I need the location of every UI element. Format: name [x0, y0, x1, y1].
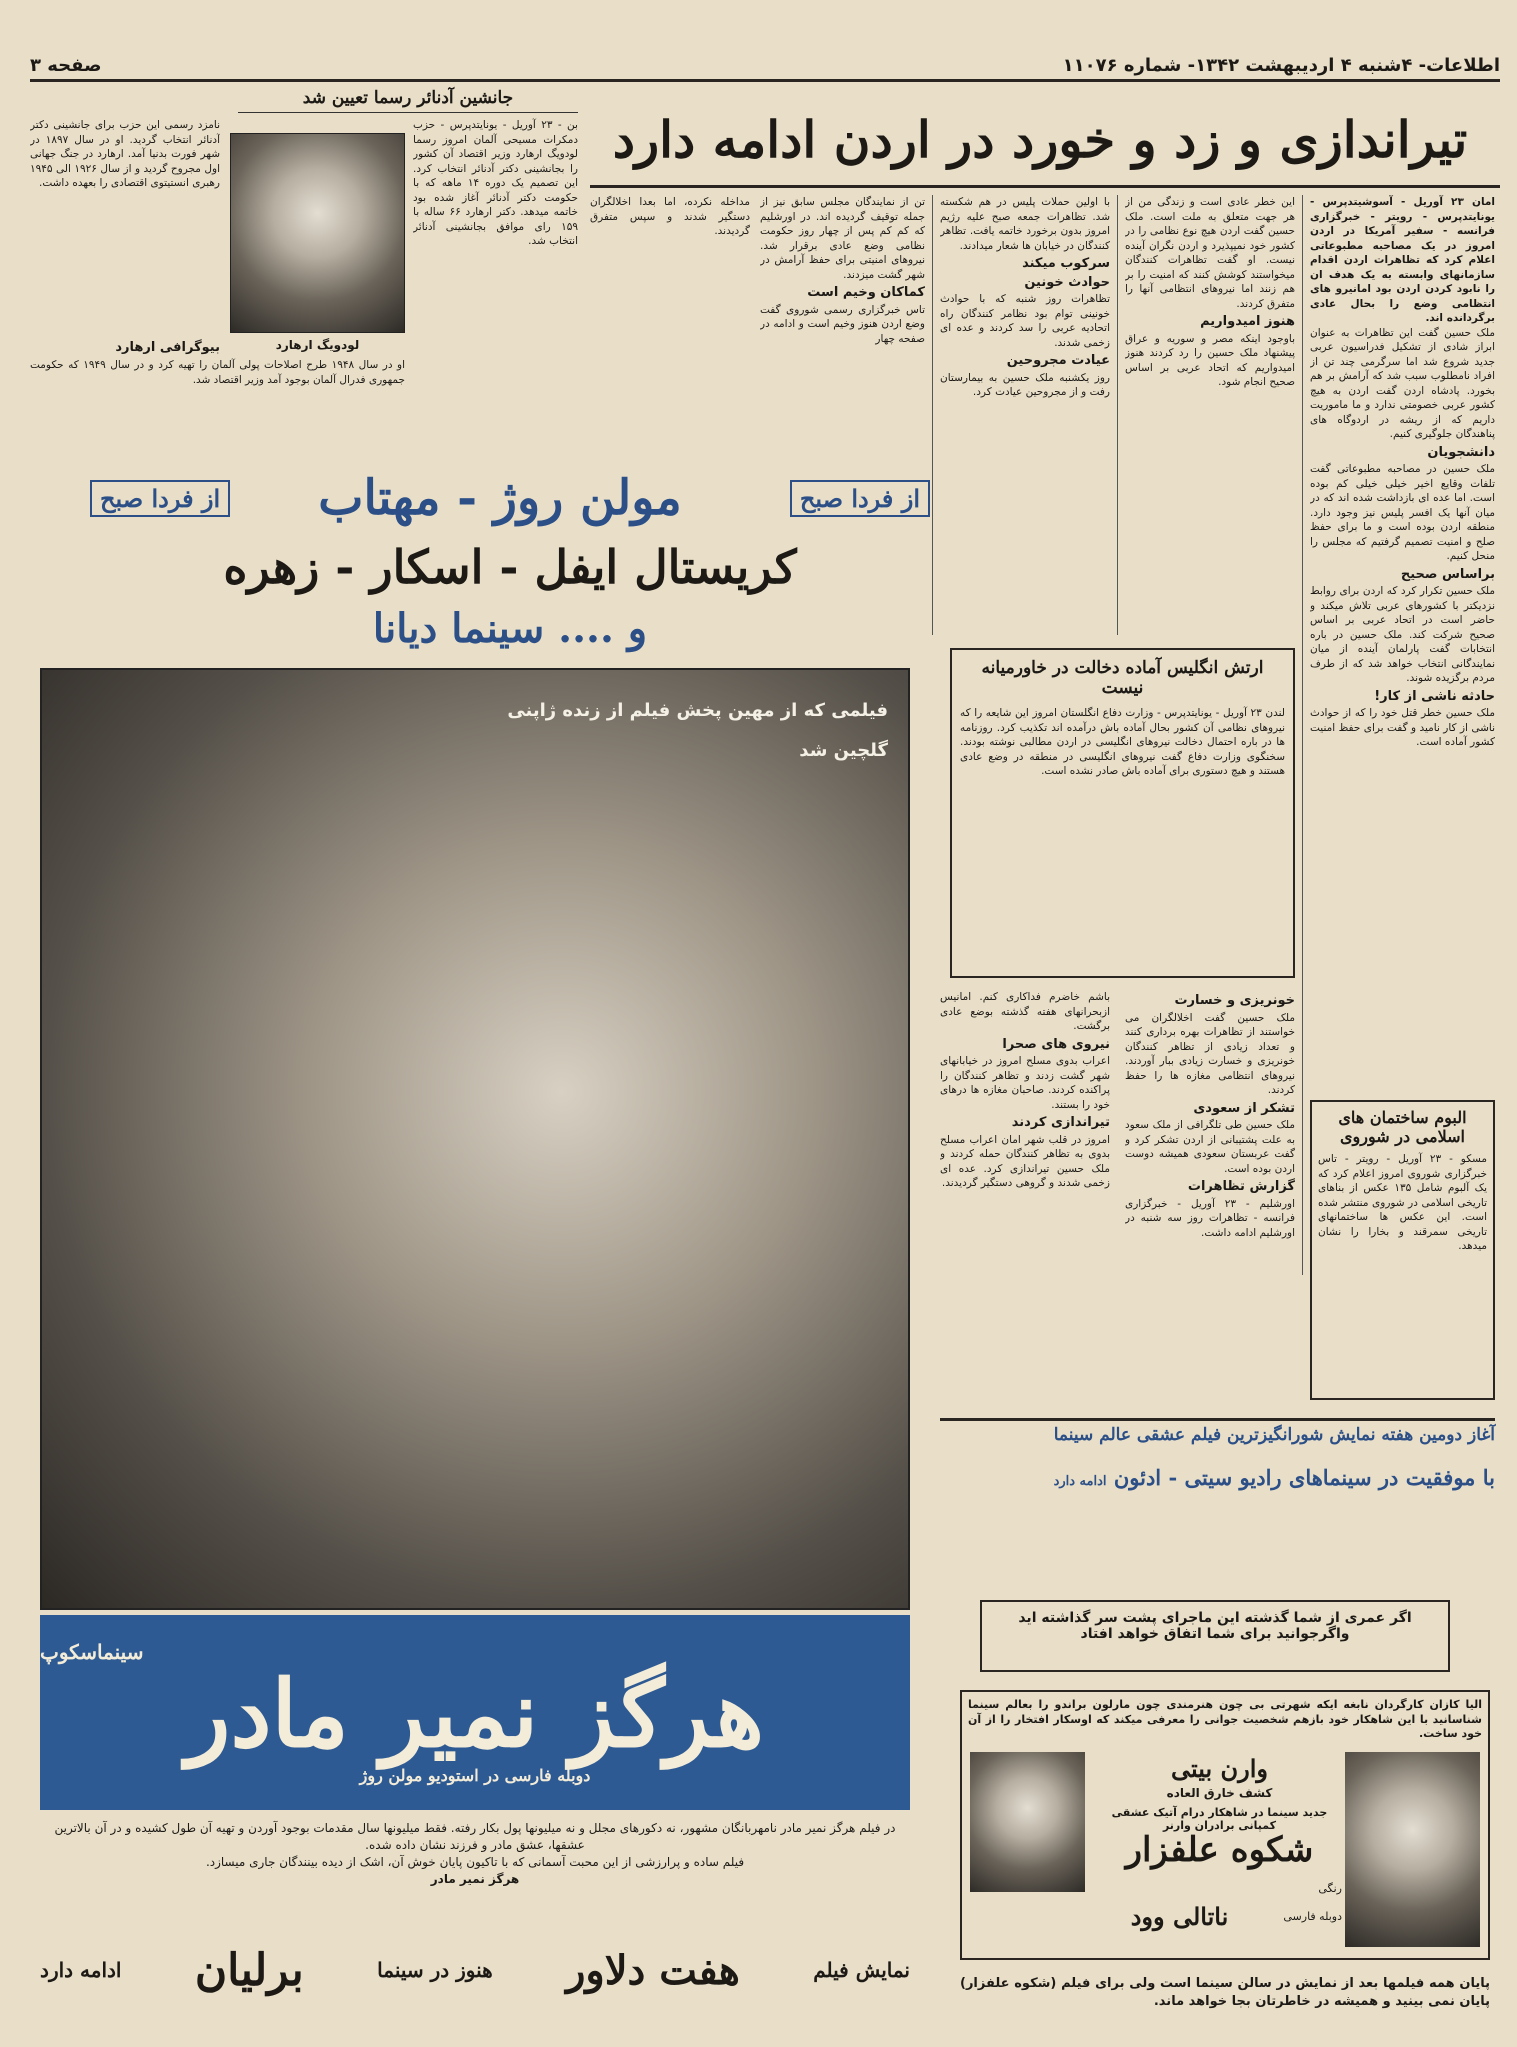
film-title-banner [40, 1615, 910, 1810]
actor1: وارن بیتی [1171, 1754, 1268, 1783]
main-story-col2 [1125, 195, 1295, 645]
column-separator [1117, 195, 1118, 635]
jordan-body3: اورشلیم - ۲۳ آوریل - خبرگزاری فرانسه - تظاهرات روز سه شنبه در اورشلیم ادامه داشت. [1125, 1197, 1295, 1239]
british-headline: ارتش انگلیس آماده دخالت در خاورمیانه نیست [981, 658, 1264, 698]
jordan-colb-body0: باشم خاضرم فداکاری کنم. امانیس ازبحرانهای هفته گذشته بوضع عادی برگشت. [940, 991, 1110, 1032]
glory-intro: الیا کازان کارگردان نابغه ایکه شهرتی بی چون هنرمندی چون مارلون براندو را بعالم سینما شناسانید با این شاهکار خود بازهم شخصیت جوانی را معرفی میکند که اوسکار افتخار را از آن خود ساخت. [968, 1698, 1482, 1740]
col4-body1: تن از نمایندگان مجلس سابق نیز از جمله توقیف گردیده اند. در اورشلیم که کم کم پس از چهار روز حکومت نظامی وضع عادی برقرار شد. نیروهای امنیتی برای حفظ آرامش در شهر گشت میزدند. [760, 196, 925, 281]
bottom-cinema: برلیان [194, 1944, 304, 1996]
right-ad-box1: اگر عمری از شما گذشته این ماجرای پشت سر گذاشته اید [1018, 1610, 1412, 1626]
actor2: ناتالی وود [1130, 1902, 1229, 1931]
adenauer-headline: جانشین آدنائر رسما تعیین شد [238, 88, 578, 113]
col3-sub2: حوادث خونین [1024, 274, 1110, 290]
film-description [40, 1820, 910, 1920]
page-label: صفحه ۳ [30, 55, 102, 76]
tag-right: از فردا صبح [790, 480, 930, 517]
main-story-sub2: براساس صحیح [1400, 566, 1495, 582]
col3-body3: روز یکشنبه ملک حسین به بیمارستان رفت و از مجروحین عیادت کرد. [940, 371, 1110, 398]
glory-footer: پایان همه فیلمها بعد از نمایش در سالن سینما است ولی برای فیلم (شکوه علفزار) پایان نمی بینید و همیشه در خاطرتان بجا خواهد ماند. [960, 1976, 1490, 2009]
main-story-col4 [760, 195, 925, 475]
right-ad-rule [940, 1418, 1495, 1421]
bottom-mid: هنوز در سینما [377, 1958, 493, 1982]
right-ad-line2-text: با موفقیت در سینماهای رادیو سیتی - ادئون [1113, 1465, 1495, 1490]
main-headline: تیراندازی و زد و خورد در اردن ادامه دارد [612, 110, 1468, 169]
col2-body2: باوجود اینکه مصر و سوریه و عراق پیشنهاد ملک حسین را رد کردند هنوز امیدواریم که اتحاد عربی بر اساس صحیح انجام شود. [1125, 332, 1295, 388]
adenauer-body2: نامزد رسمی این حزب برای جانشینی دکتر آدنائر انتخاب گردید. او در سال ۱۸۹۷ در شهر فورت بدنیا آمد. ارهارد در جنگ جهانی اول مجروح گردید و از سال ۱۹۲۶ الی ۱۹۴۵ رهبری انستیتوی اقتصادی را بعهده داشت. [30, 119, 220, 189]
main-story-col5: مداخله نکرده، اما بعدا اخلالگران دستگیر شدند و سپس متفرق گردیدند. [590, 196, 750, 237]
jordan-sub1: خونریزی و خسارت [1174, 993, 1295, 1008]
main-story-sub3: حادثه ناشی از کار! [1374, 688, 1495, 704]
jordan-colb-sub1: نیروی های صحرا [1002, 1036, 1110, 1052]
issue-info: اطلاعات- ۴شنبه ۴ اردیبهشت ۱۳۴۲- شماره ۱۱۰۷۶ [1062, 55, 1500, 76]
british-body: لندن ۲۳ آوریل - یونایتدپرس - وزارت دفاع انگلستان امروز این شایعه را که نیروهای نظامی آن کشور بحال آماده باش درآمده اند تکذیب کرد. روزنامه ها در باره احتمال دخالت نیروهای انگلیسی در اردن مطالبی نوشته بودند. سخنگوی وزارت دفاع گفت نیروهای انگلیسی در منطقه در وضع عادی هستند و هیچ دستوری برای آماده باش صادر نشده است. [960, 707, 1285, 777]
col2-sub1: هنوز امیدواریم [1200, 314, 1295, 329]
main-story-body1: ملک حسین گفت این تظاهرات به عنوان ابراز شادی از تشکیل فدراسیون عربی جدید شروع شد اما سرگرمی چند تن از افراد نامطلوب سبب شد که آرامش بر هم بخورد. پادشاه اردن گفت اردن به هیچ کشور عربی خصومتی ندارد و ما ماموریت داریم که از ریشه در اردوگاه های پناهندگان جلوگیری کنیم. [1310, 326, 1495, 440]
beatty-photo [1345, 1752, 1480, 1947]
glory-dubbed: دوبله فارسی [1283, 1910, 1342, 1923]
glory-title: شکوه علفزار [1125, 1830, 1314, 1870]
format-label: سینماسکوپ [40, 1640, 144, 1665]
dubbed-label: دوبله فارسی در استودیو مولن روژ [359, 1765, 591, 1785]
film-desc-3: هرگز نمیر مادر [430, 1872, 520, 1886]
film-desc-2: فیلم ساده و پرارزشی از این محبت آسمانی که با تاکیون پایان خوش آن، اشک از دیده بینندگان جاری میسازد. [205, 1855, 745, 1869]
jordan-colb-body2: امروز در قلب شهر امان اعراب مسلح بدوی به تظاهر کنندگان حمله کردند و ملک حسین تیراندازی کرد. عده ای زخمی شدند و گروهی دستگیر گردیدند. [940, 1133, 1110, 1189]
jordan-extra-col-b [940, 990, 1110, 1390]
erhard-portrait [230, 133, 405, 333]
film-ad-top [30, 470, 930, 660]
film-desc-1: در فیلم هرگز نمیر مادر نامهربانگان مشهور، نه دکورهای مجلل و نه میلیونها پول بکار رفته. فقط میلیونها سال مقدمات بوجود آوردن و تهیه آن طول کشیده و در آن بالاترین عشقها، عشق مادر و فرزند نشان داده شده. [54, 1821, 896, 1852]
right-ad-line1: آغاز دومین هفته نمایش شورانگیزترین فیلم عشقی عالم سینما [1053, 1425, 1495, 1445]
jordan-sub2: تشکر از سعودی [1193, 1100, 1295, 1116]
erhard-bio: او در سال ۱۹۴۸ طرح اصلاحات پولی آلمان را تهیه کرد و در سال ۱۹۴۹ که حکومت جمهوری فدرال آلمان بوجود آمد وزیر اقتصاد شد. [30, 359, 405, 386]
glory-ad [960, 1690, 1490, 1960]
column-separator [932, 195, 933, 635]
col4-sub1: کماکان وخیم است [807, 285, 925, 300]
page-header [30, 52, 1500, 82]
jordan-extra-col [1125, 990, 1295, 1390]
poster-caption-1: فیلمی که از مهین پخش فیلم از زنده ژاپنی [507, 700, 888, 721]
main-story-sub1: دانشجویان [1427, 444, 1495, 460]
poster-caption-2: گلچین شد [799, 740, 888, 761]
bottom-film-line [40, 1935, 910, 2005]
film-poster-photo [40, 668, 910, 1610]
bottom-prefix: نمایش فیلم [813, 1958, 910, 1982]
jordan-colb-sub2: تیراندازی کردند [1011, 1115, 1110, 1130]
col3-body1: با اولین حملات پلیس در هم شکسته شد. تظاهرات جمعه صبح علیه رژیم امروز بدون برخورد خاتمه یافت. تظاهر کنندگان در خیابان ها شعار میدادند. [940, 196, 1110, 252]
col2-body1: این خطر عادی است و زندگی من از هر جهت متعلق به ملت است. ملک حسین گفت اردن هیچ نوع نظامی را در کشور خود نمیپذیرد و اردن نگران آینده نیست. او گفت تظاهرات کنندگان میخواستند کوشش کنند که امنیت را بر هم زنند اما نیروهای انتظامی آنها را متفرق کردند. [1125, 196, 1295, 310]
col4-body2: تاس خبرگزاری رسمی شوروی گفت وضع اردن هنوز وخیم است و ادامه در صفحه چهار [760, 303, 925, 345]
ad-line1: مولن روژ - مهتاب [318, 470, 682, 526]
right-ad-line2-suffix: ادامه دارد [1053, 1474, 1107, 1489]
glory-color: رنگی [1318, 1882, 1342, 1895]
ad-line2: کریستال ایفل - اسکار - زهره [223, 540, 797, 594]
british-story-box [950, 648, 1295, 978]
wood-photo [970, 1752, 1085, 1892]
right-ad-line2 [940, 1465, 1495, 1490]
jordan-body1: ملک حسین گفت اخلالگران می خواستند از تظاهرات بهره برداری کنند و تعداد زیادی از تظاهر کنندگان خونریزی و خسارت زیادی ببار آوردند. نیروهای انتظامی مغازه ها را حفظ کردند. [1125, 1011, 1295, 1096]
main-story-body3: ملک حسین تکرار کرد که اردن برای روابط نزدیکتر با کشورهای عربی تلاش میکند و حاضر است در اتحاد عربی بر اساس صحیح شرکت کند. ملک حسین در باره انتخابات گفت پارلمان آینده از میان نمایندگانی انتخاب خواهد شد که از طرف مردم برگزیده شوند. [1310, 585, 1495, 684]
bottom-title: هفت دلاور [566, 1946, 740, 1994]
col3-sub1: سرکوب میکند [1022, 256, 1110, 271]
erhard-caption: لودویگ ارهارد [275, 338, 360, 352]
film-title: هرگز نمیر مادر [186, 1660, 764, 1769]
main-story-body4: ملک حسین خطر قتل خود را که از حوادث ناشی از کار نامید و گفت برای حفظ امنیت کشور آماده است. [1310, 707, 1495, 748]
soviet-body: مسکو - ۲۳ آوریل - رویتر - تاس خبرگزاری شوروی امروز اعلام کرد که یک آلبوم شامل ۱۳۵ عکس از بناهای تاریخی اسلامی در شوروی منتشر شده است. این عکس ها ساختمانهای تاریخی سمرقند و بخارا را نشان میدهد. [1318, 1153, 1487, 1252]
main-story-body2: ملک حسین در مصاحبه مطبوعاتی گفت تلفات وقایع اخیر خیلی خیلی کم بوده است. اما عده ای بازداشت شده اند که در میان آنها یک افسر پلیس نیز وجود دارد. منطقه اردن بوده است و ما برای حفظ صلح و امنیت تصمیم گرفتیم که مجلس را منحل کنیم. [1310, 463, 1495, 562]
soviet-story-box [1310, 1100, 1495, 1400]
adenauer-body: بن - ۲۳ آوریل - یونایتدپرس - حزب دمکرات مسیحی آلمان امروز رسما لودویگ ارهارد وزیر اقتصاد آن کشور را بجانشینی دکتر آدنائر انتخاب کرد. این تصمیم یک دوره ۱۴ ماهه که با حکومت دکتر آدنائر آغاز شده بود خاتمه میدهد. دکتر ارهارد ۶۶ ساله با ۱۵۹ رای موافق بجانشینی آدنائر انتخاب شد. [413, 119, 578, 247]
ad-line3: و .... سینما دیانا [372, 605, 648, 652]
glory-desc: جدید سینما در شاهکار درام آتیک عشقی کمپانی برادران وارنر [1111, 1806, 1328, 1832]
main-story-col3 [940, 195, 1110, 645]
bottom-continue: ادامه دارد [40, 1958, 122, 1982]
headline-rule [590, 185, 1500, 188]
col3-sub3: عیادت مجروحین [1006, 353, 1110, 368]
erhard-bio-subhead: بیوگرافی ارهارد [115, 340, 220, 355]
right-ad-box2: واگرجوانید برای شما اتفاق خواهد افتاد [1080, 1626, 1350, 1642]
tag-left: از فردا صبح [90, 480, 230, 517]
jordan-body2: ملک حسین طی تلگرافی از ملک سعود به علت پشتیبانی از اردن تشکر کرد و گفت عربستان سعودی همیشه دوست اردن بوده است. [1125, 1119, 1295, 1175]
right-ad-box [980, 1600, 1450, 1672]
col3-body2: تظاهرات روز شنبه که با حوادث خونینی توام بود نظامر کنندگان راه اتحادیه عربی را سد کردند و عده ای زخمی شدند. [940, 293, 1110, 349]
adenauer-story [30, 88, 578, 468]
main-story-lead: امان ۲۳ آوریل - آسوشیتدپرس - یونایتدپرس - رویتر - خبرگزاری فرانسه - سفیر آمریکا در اردن امروز در یک مصاحبه مطبوعاتی اعلام کرد که تظاهرات اردن اقدام سازمانهای وابسته به یک هدف ان را نابود کردن اردن بود امانیرو های انتظامی وضع را بحال عادی برگردانده اند. [1310, 196, 1495, 324]
soviet-headline: البوم ساختمان های اسلامی در شوروی [1338, 1108, 1467, 1146]
actor1-note: کشف خارق العاده [1166, 1786, 1273, 1800]
column-separator [1302, 195, 1303, 1275]
jordan-sub3: گزارش تظاهرات [1187, 1179, 1295, 1194]
jordan-colb-body1: اعراب بدوی مسلح امروز در خیابانهای شهر گشت زدند و تظاهر کنندگان را پراکنده کردند. صاحبان مغازه ها درهای خود را بستند. [940, 1055, 1110, 1111]
